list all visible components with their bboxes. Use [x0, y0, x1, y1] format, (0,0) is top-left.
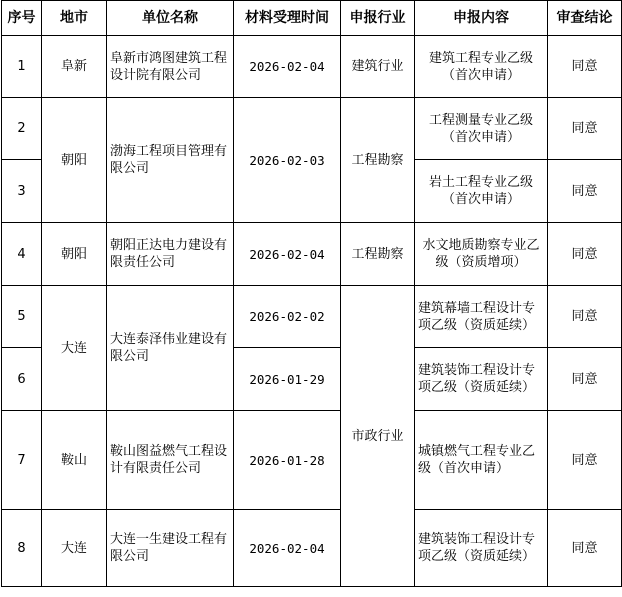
cell-no: 7	[2, 411, 42, 510]
cell-date: 2026-01-29	[234, 348, 341, 411]
table-row	[2, 286, 622, 348]
cell-no: 4	[2, 223, 42, 286]
cell-unit: 渤海工程项目管理有限公司	[107, 98, 234, 223]
cell-result: 同意	[548, 36, 622, 98]
table-row	[2, 223, 622, 286]
cell-unit: 朝阳正达电力建设有限责任公司	[107, 223, 234, 286]
cell-no: 1	[2, 36, 42, 98]
cell-content: 建筑幕墙工程设计专项乙级（资质延续）	[415, 286, 548, 348]
cell-result: 同意	[548, 411, 622, 510]
cell-city: 朝阳	[42, 98, 107, 223]
cell-date: 2026-02-03	[234, 98, 341, 223]
cell-result: 同意	[548, 223, 622, 286]
cell-city: 朝阳	[42, 223, 107, 286]
cell-result: 同意	[548, 510, 622, 587]
cell-city: 鞍山	[42, 411, 107, 510]
approval-table	[1, 0, 622, 587]
header-industry: 申报行业	[341, 1, 415, 36]
header-date: 材料受理时间	[234, 1, 341, 36]
header-city: 地市	[42, 1, 107, 36]
header-content: 申报内容	[415, 1, 548, 36]
cell-content: 岩土工程专业乙级（首次申请）	[415, 160, 548, 223]
cell-content: 建筑工程专业乙级（首次申请）	[415, 36, 548, 98]
cell-result: 同意	[548, 160, 622, 223]
cell-no: 6	[2, 348, 42, 411]
cell-unit: 大连泰泽伟业建设有限公司	[107, 286, 234, 411]
cell-city: 大连	[42, 510, 107, 587]
cell-industry: 工程勘察	[341, 98, 415, 223]
cell-unit: 大连一生建设工程有限公司	[107, 510, 234, 587]
cell-no: 5	[2, 286, 42, 348]
cell-content: 城镇燃气工程专业乙级（首次申请）	[415, 411, 548, 510]
cell-result: 同意	[548, 286, 622, 348]
cell-result: 同意	[548, 348, 622, 411]
cell-date: 2026-02-04	[234, 510, 341, 587]
header-no: 序号	[2, 1, 42, 36]
cell-industry: 工程勘察	[341, 223, 415, 286]
cell-city: 阜新	[42, 36, 107, 98]
cell-industry: 市政行业	[341, 286, 415, 587]
table-row	[2, 510, 622, 587]
cell-date: 2026-01-28	[234, 411, 341, 510]
cell-no: 2	[2, 98, 42, 160]
table-row	[2, 98, 622, 160]
table-row	[2, 36, 622, 98]
cell-no: 3	[2, 160, 42, 223]
cell-result: 同意	[548, 98, 622, 160]
cell-date: 2026-02-04	[234, 223, 341, 286]
cell-industry: 建筑行业	[341, 36, 415, 98]
cell-date: 2026-02-04	[234, 36, 341, 98]
header-row	[2, 1, 622, 36]
cell-city: 大连	[42, 286, 107, 411]
cell-date: 2026-02-02	[234, 286, 341, 348]
cell-unit: 鞍山图益燃气工程设计有限责任公司	[107, 411, 234, 510]
cell-content: 建筑装饰工程设计专项乙级（资质延续）	[415, 348, 548, 411]
cell-content: 工程测量专业乙级（首次申请）	[415, 98, 548, 160]
header-unit: 单位名称	[107, 1, 234, 36]
header-result: 审查结论	[548, 1, 622, 36]
table-row	[2, 411, 622, 510]
cell-unit: 阜新市鸿图建筑工程设计院有限公司	[107, 36, 234, 98]
cell-content: 水文地质勘察专业乙级（资质增项）	[415, 223, 548, 286]
cell-no: 8	[2, 510, 42, 587]
cell-content: 建筑装饰工程设计专项乙级（资质延续）	[415, 510, 548, 587]
